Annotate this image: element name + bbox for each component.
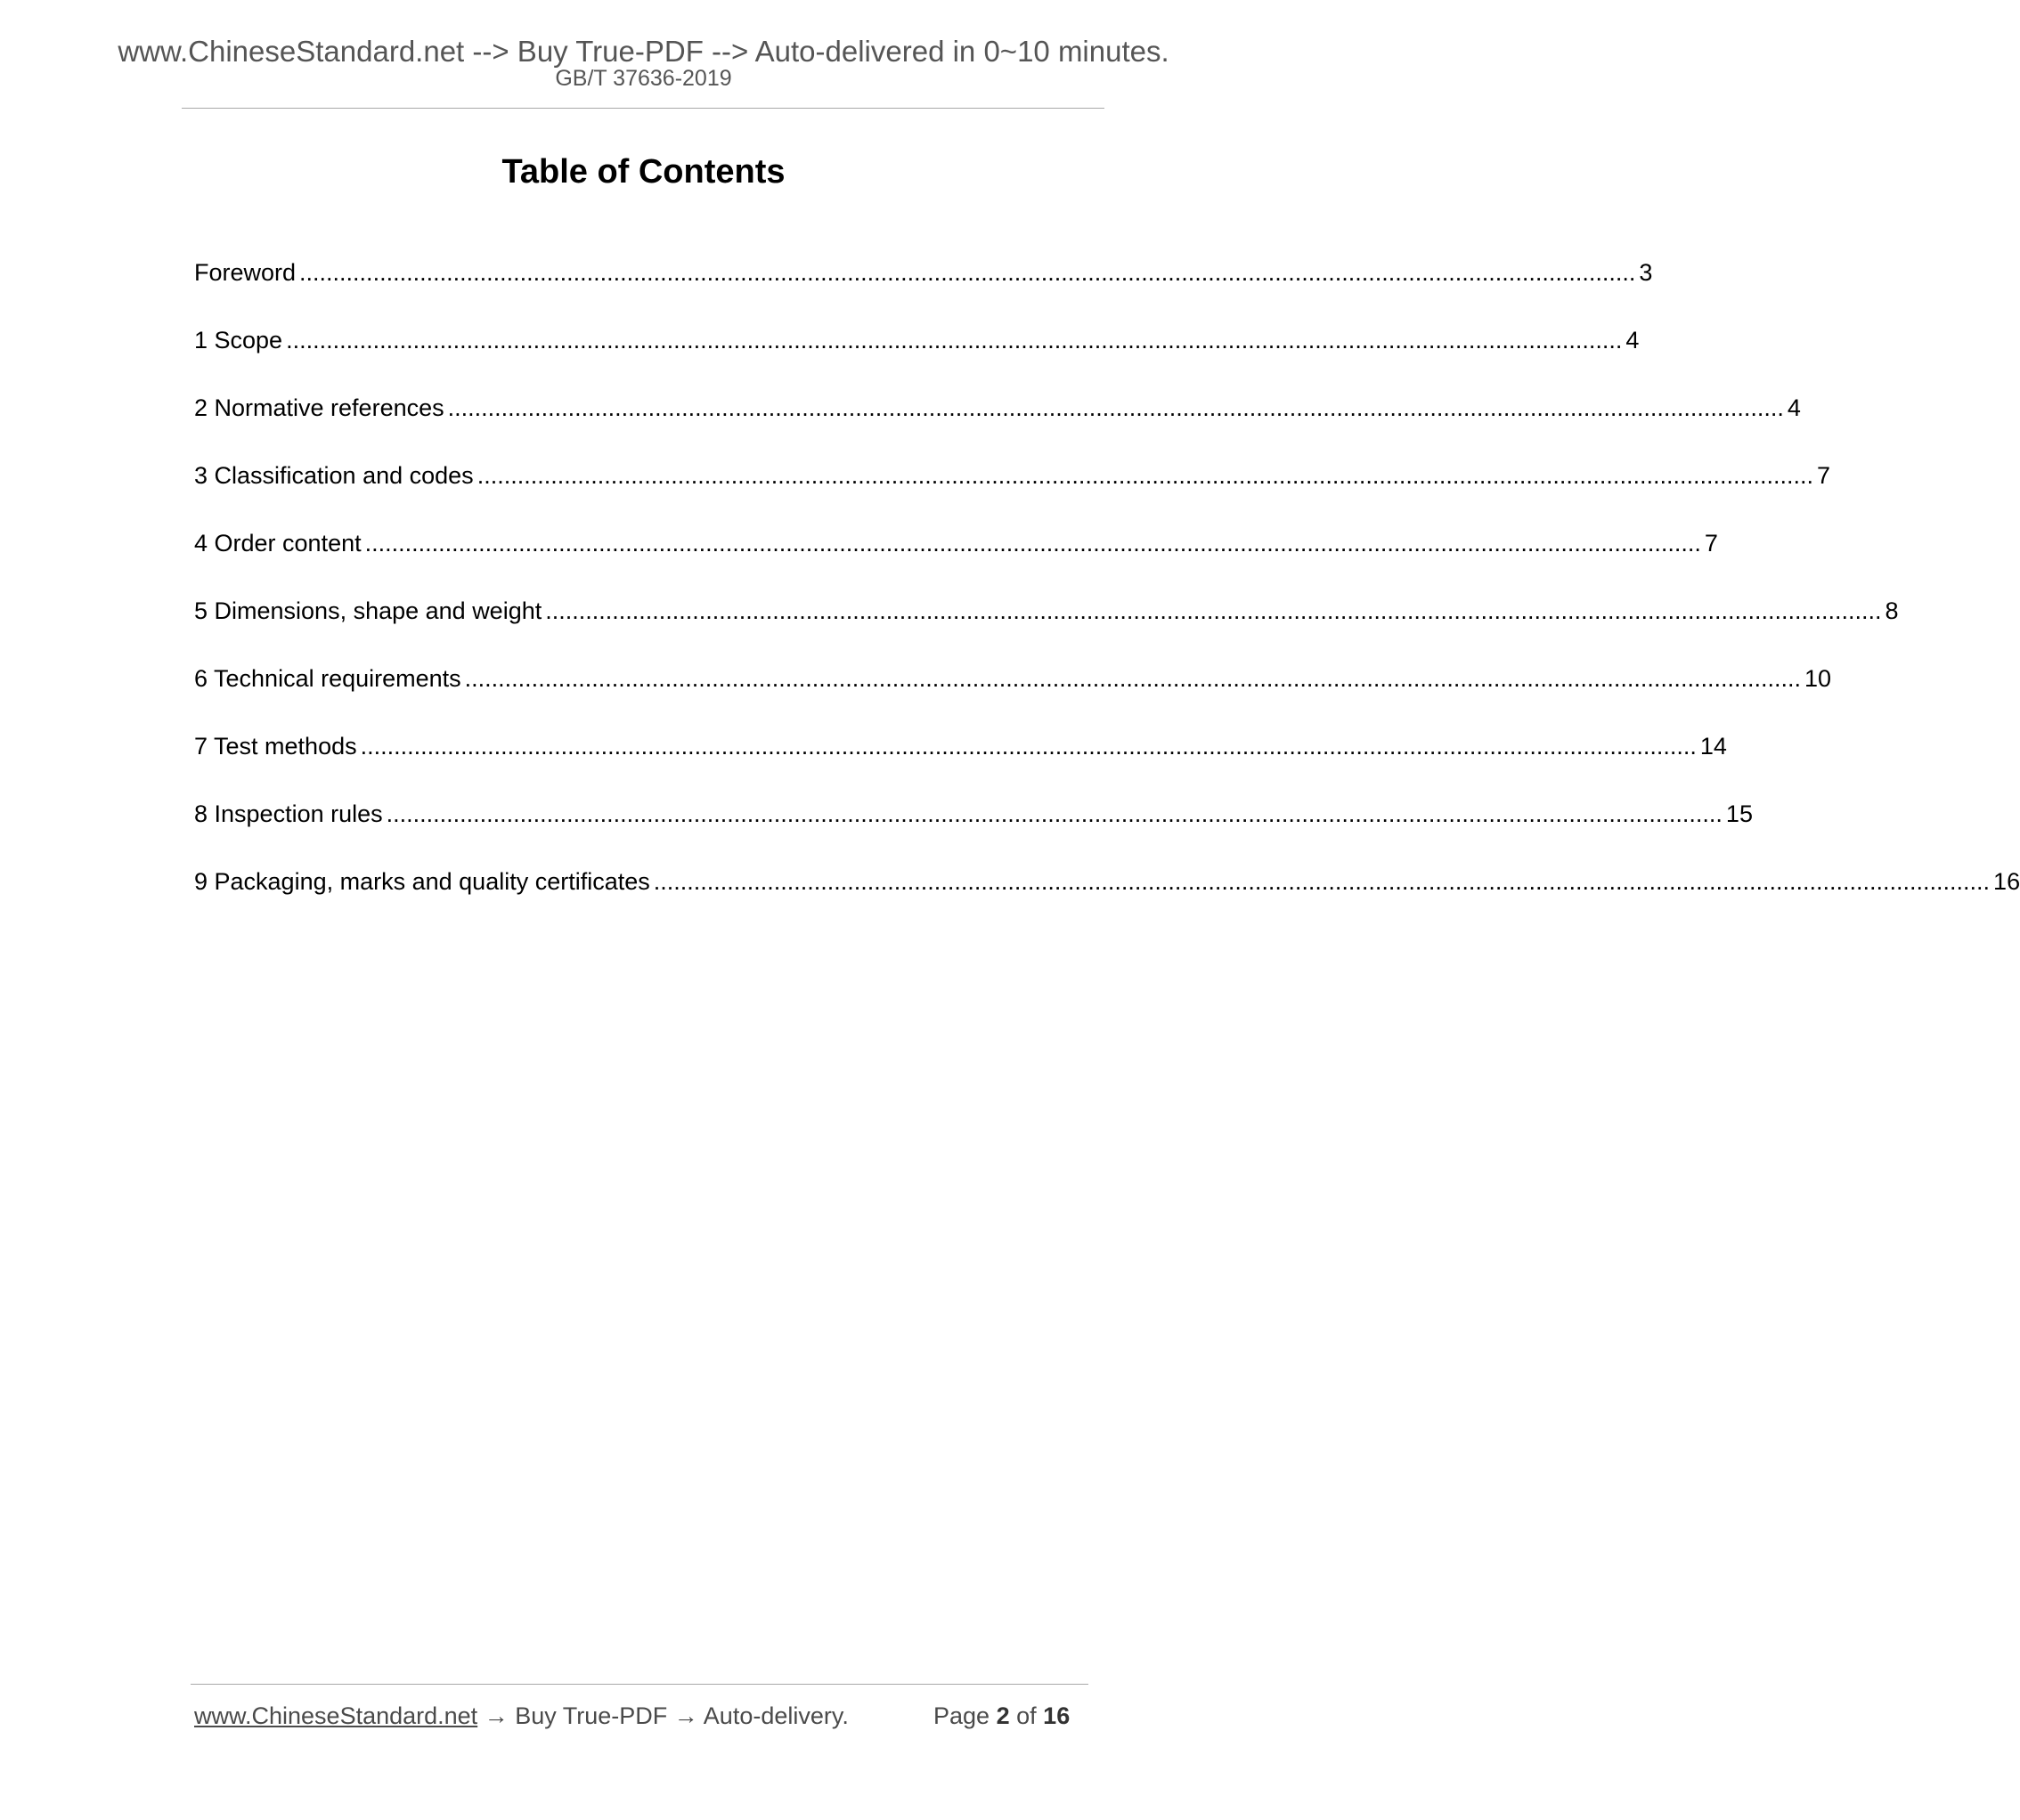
dot-leader: ........................................................................................................................................................................................................ bbox=[464, 665, 1801, 692]
footer-buy-text: Buy True-PDF bbox=[515, 1702, 668, 1729]
arrow-right-icon: → bbox=[484, 1702, 509, 1729]
total-page-count: 16 bbox=[1043, 1702, 1071, 1729]
toc-entry-label: 2 Normative references bbox=[194, 394, 444, 421]
toc-entry-page: 7 bbox=[1816, 462, 1831, 489]
toc-entry-label: 7 Test methods bbox=[194, 733, 357, 760]
dot-leader: ........................................................................................................................................................................................................ bbox=[653, 868, 1991, 895]
dot-leader: ........................................................................................................................................................................................................ bbox=[286, 327, 1623, 353]
toc-entry-page: 4 bbox=[1787, 394, 1801, 421]
page-label: Page bbox=[933, 1702, 990, 1729]
toc-entry-foreword[interactable] bbox=[194, 255, 1653, 322]
toc-entry-dimensions-shape-weight[interactable] bbox=[194, 593, 1899, 661]
toc-entry-page: 3 bbox=[1639, 259, 1653, 286]
toc-entry-page: 7 bbox=[1704, 530, 1718, 557]
footer-delivery-text: Auto-delivery. bbox=[703, 1702, 849, 1729]
toc-entry-label: 4 Order content bbox=[194, 530, 362, 557]
toc-entry-label: 1 Scope bbox=[194, 327, 283, 353]
toc-entry-label: 9 Packaging, marks and quality certificates bbox=[194, 868, 650, 895]
toc-entry-normative-references[interactable] bbox=[194, 390, 1801, 458]
arrow-right-icon: → bbox=[673, 1702, 698, 1729]
dot-leader: ........................................................................................................................................................................................................ bbox=[299, 259, 1636, 286]
toc-entry-test-methods[interactable] bbox=[194, 728, 1727, 796]
toc-entry-label: Foreword bbox=[194, 259, 297, 286]
toc-entry-page: 14 bbox=[1699, 733, 1727, 760]
dot-leader: ........................................................................................................................................................................................................ bbox=[447, 394, 1784, 421]
footer-divider bbox=[191, 1684, 1088, 1685]
toc-entry-page: 4 bbox=[1625, 327, 1640, 353]
dot-leader: ........................................................................................................................................................................................................ bbox=[386, 800, 1723, 827]
toc-title: Table of Contents bbox=[501, 153, 786, 191]
table-of-contents bbox=[194, 255, 2020, 931]
standard-number: GB/T 37636-2019 bbox=[555, 66, 732, 91]
toc-entry-page: 15 bbox=[1725, 800, 1753, 827]
toc-entry-scope[interactable] bbox=[194, 322, 1640, 390]
toc-entry-label: 8 Inspection rules bbox=[194, 800, 383, 827]
dot-leader: ........................................................................................................................................................................................................ bbox=[476, 462, 1813, 489]
current-page-number: 2 bbox=[996, 1702, 1010, 1729]
toc-entry-label: 3 Classification and codes bbox=[194, 462, 474, 489]
toc-entry-technical-requirements[interactable] bbox=[194, 661, 1832, 728]
footer-promo bbox=[194, 1701, 849, 1731]
dot-leader: ........................................................................................................................................................................................................ bbox=[545, 597, 1882, 624]
toc-entry-page: 10 bbox=[1804, 665, 1832, 692]
page-indicator bbox=[933, 1701, 1070, 1731]
toc-entry-page: 8 bbox=[1885, 597, 1899, 624]
dot-leader: ........................................................................................................................................................................................................ bbox=[360, 733, 1697, 760]
toc-entry-label: 5 Dimensions, shape and weight bbox=[194, 597, 542, 624]
toc-entry-packaging-marks-certificates[interactable] bbox=[194, 864, 2020, 931]
page-of-label: of bbox=[1016, 1702, 1037, 1729]
toc-entry-order-content[interactable] bbox=[194, 525, 1718, 593]
toc-entry-inspection-rules[interactable] bbox=[194, 796, 1753, 864]
header-divider bbox=[182, 108, 1104, 109]
footer-site-link[interactable]: www.ChineseStandard.net bbox=[194, 1702, 478, 1729]
toc-entry-page: 16 bbox=[1993, 868, 2020, 895]
toc-entry-classification-and-codes[interactable] bbox=[194, 458, 1831, 525]
dot-leader: ........................................................................................................................................................................................................ bbox=[364, 530, 1701, 557]
site-banner: www.ChineseStandard.net --> Buy True-PDF --> Auto-delivered in 0~10 minutes. bbox=[118, 35, 1169, 68]
toc-entry-label: 6 Technical requirements bbox=[194, 665, 461, 692]
